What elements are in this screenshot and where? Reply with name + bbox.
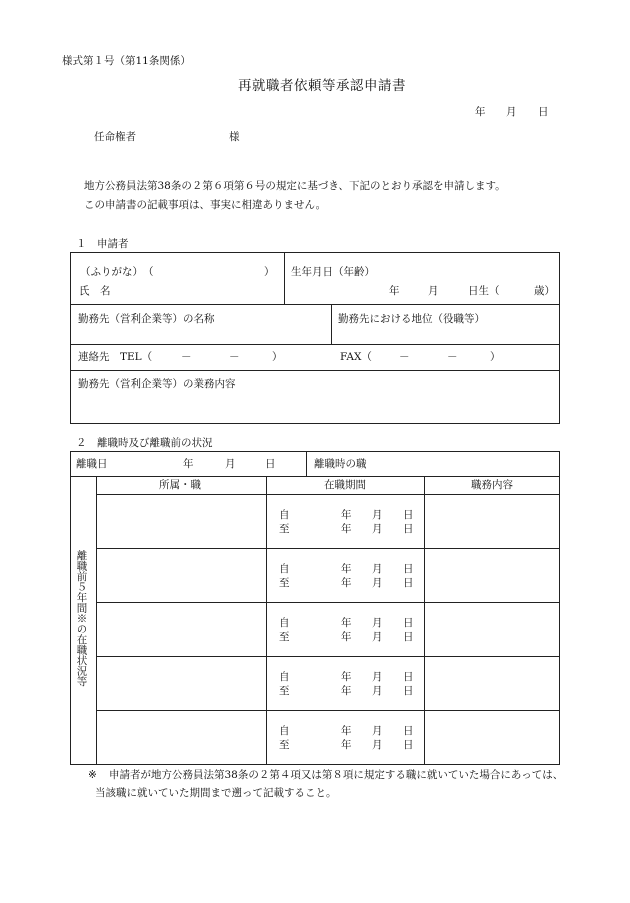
to-label: 至 <box>279 739 290 751</box>
to-day: 日 <box>403 577 414 589</box>
furigana-close: ） <box>264 266 275 278</box>
from-year: 年 <box>341 563 352 575</box>
footnote-mark: ※ <box>88 769 97 781</box>
col-divider <box>284 252 285 304</box>
retire-day-label: 日 <box>265 458 276 470</box>
to-month: 月 <box>372 685 383 697</box>
col-divider <box>96 476 97 765</box>
name-label: 氏 名 <box>79 285 111 297</box>
contact-tel-label: 連絡先 TEL（ <box>78 351 153 363</box>
to-label: 至 <box>279 523 290 535</box>
intro-line-2: この申請書の記載事項は、事実に相違ありません。 <box>84 199 327 211</box>
page-title: 再就職者依頼等承認申請書 <box>238 78 406 94</box>
row-divider <box>96 494 560 495</box>
col-header-duty: 職務内容 <box>471 479 513 491</box>
col-divider <box>306 451 307 476</box>
col-divider <box>424 476 425 765</box>
from-label: 自 <box>279 563 290 575</box>
form-number: 様式第１号（第11条関係） <box>62 55 191 67</box>
from-day: 日 <box>403 617 414 629</box>
tel-dash-1: － <box>181 351 192 363</box>
from-year: 年 <box>341 671 352 683</box>
from-year: 年 <box>341 725 352 737</box>
from-month: 月 <box>372 725 383 737</box>
from-label: 自 <box>279 725 290 737</box>
section1-heading: １ 申請者 <box>76 238 129 250</box>
to-day: 日 <box>403 685 414 697</box>
row-divider <box>70 370 560 371</box>
to-month: 月 <box>372 631 383 643</box>
from-year: 年 <box>341 617 352 629</box>
row-divider <box>70 304 560 305</box>
row-divider <box>96 710 560 711</box>
tel-close: ） <box>272 351 283 363</box>
from-month: 月 <box>372 563 383 575</box>
row-divider <box>96 602 560 603</box>
date-day-label: 日 <box>538 106 549 118</box>
to-label: 至 <box>279 631 290 643</box>
section2-heading: ２ 離職時及び離職前の状況 <box>76 437 213 449</box>
addressee-label: 任命権者 <box>94 131 136 143</box>
birth-day-label: 日生（ <box>468 285 500 297</box>
fax-dash-1: － <box>399 351 410 363</box>
birth-month-label: 月 <box>428 285 439 297</box>
side-label: 離職前５年間※の在職状況等 <box>75 550 88 687</box>
birth-age-label: 歳） <box>534 285 555 297</box>
business-content-label: 勤務先（営利企業等）の業務内容 <box>78 378 236 390</box>
footnote-line-1: 申請者が地方公務員法第38条の２第４項又は第８項に規定する職に就いていた場合にあっては、 <box>109 769 564 781</box>
retire-date-label: 離職日 <box>76 458 108 470</box>
date-year-label: 年 <box>475 106 486 118</box>
employment-table <box>70 451 560 765</box>
retire-post-label: 離職時の職 <box>314 458 367 470</box>
row-divider <box>70 344 560 345</box>
col-divider <box>266 476 267 765</box>
from-label: 自 <box>279 671 290 683</box>
row-divider <box>96 548 560 549</box>
to-year: 年 <box>341 739 352 751</box>
to-day: 日 <box>403 631 414 643</box>
to-month: 月 <box>372 739 383 751</box>
date-month-label: 月 <box>506 106 517 118</box>
to-year: 年 <box>341 577 352 589</box>
from-month: 月 <box>372 671 383 683</box>
to-month: 月 <box>372 577 383 589</box>
fax-dash-2: － <box>447 351 458 363</box>
from-month: 月 <box>372 509 383 521</box>
row-divider <box>96 656 560 657</box>
to-day: 日 <box>403 523 414 535</box>
from-label: 自 <box>279 617 290 629</box>
to-year: 年 <box>341 523 352 535</box>
row-divider <box>70 476 560 477</box>
to-year: 年 <box>341 685 352 697</box>
to-year: 年 <box>341 631 352 643</box>
employer-name-label: 勤務先（営利企業等）の名称 <box>78 313 215 325</box>
from-label: 自 <box>279 509 290 521</box>
from-month: 月 <box>372 617 383 629</box>
from-day: 日 <box>403 563 414 575</box>
from-day: 日 <box>403 671 414 683</box>
intro-line-1: 地方公務員法第38条の２第６項第６号の規定に基づき、下記のとおり承認を申請します。 <box>84 180 506 192</box>
to-label: 至 <box>279 685 290 697</box>
employer-position-label: 勤務先における地位（役職等） <box>338 313 485 325</box>
honorific-label: 様 <box>229 131 240 143</box>
col-header-dept: 所属・職 <box>159 479 201 491</box>
retire-year-label: 年 <box>183 458 194 470</box>
fax-close: ） <box>490 351 501 363</box>
from-year: 年 <box>341 509 352 521</box>
fax-label: FAX（ <box>340 351 372 363</box>
col-header-period: 在職期間 <box>324 479 366 491</box>
from-day: 日 <box>403 509 414 521</box>
from-day: 日 <box>403 725 414 737</box>
footnote-line-2: 当該職に就いていた期間まで遡って記載すること。 <box>95 787 337 799</box>
retire-month-label: 月 <box>225 458 236 470</box>
birth-year-label: 年 <box>389 285 400 297</box>
tel-dash-2: － <box>229 351 240 363</box>
col-divider <box>331 304 332 344</box>
birth-label: 生年月日（年齢） <box>291 266 375 278</box>
furigana-label: （ふりがな） （ <box>80 266 154 278</box>
to-day: 日 <box>403 739 414 751</box>
to-label: 至 <box>279 577 290 589</box>
to-month: 月 <box>372 523 383 535</box>
